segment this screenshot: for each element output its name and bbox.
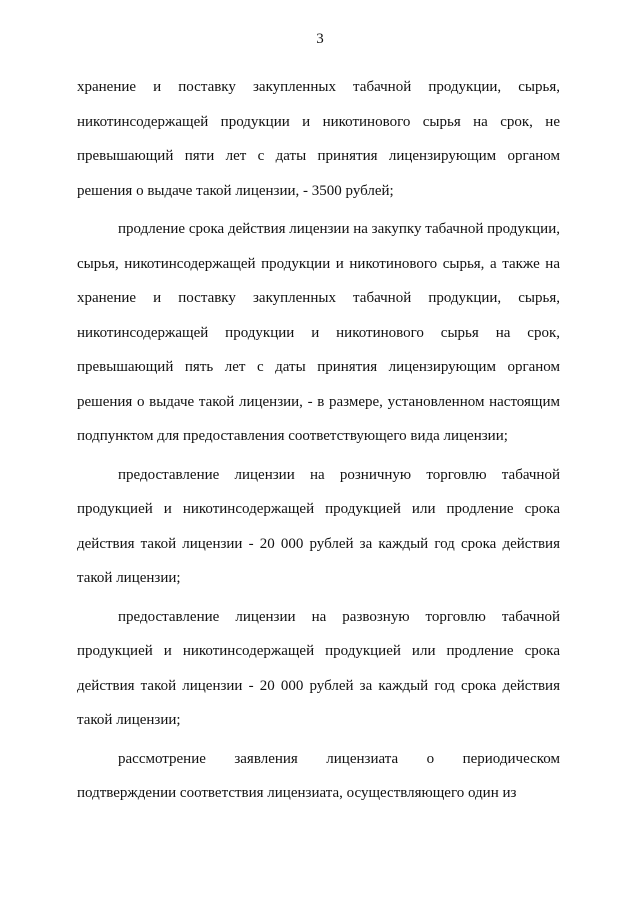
paragraph-storage-supply-fee: хранение и поставку закупленных табачной продукции, сырья, никотинсодержащей продукции и никотинового сырья на срок, не превышающий пяти лет с даты принятия лицензирующим органом решения о выдаче такой лицензии, - 3500 рублей;: [77, 79, 560, 199]
paragraph-license-extension-fee: продление срока действия лицензии на закупку табачной продукции, сырья, никотинсодержащей продукции и никотинового сырья, а также на хранение и поставку закупленных табачной продукции, сырья, никотинсодержащей продукции и никотинового сырья на срок, превышающий пять лет с даты принятия лицензирующим органом решения о выдаче такой лицензии, - в размере, установленном настоящим подпунктом для предоставления соответствующего вида лицензии;: [77, 221, 560, 444]
document-body: [77, 70, 560, 815]
paragraph-retail-license-fee: предоставление лицензии на розничную торговлю табачной продукцией и никотинсодержащей продукцией или продление срока действия такой лицензии - 20 000 рублей за каждый год срока действия такой лицензии;: [77, 466, 560, 586]
paragraph-delivery-trade-license-fee: предоставление лицензии на развозную торговлю табачной продукцией и никотинсодержащей продукцией или продление срока действия такой лицензии - 20 000 рублей за каждый год срока действия такой лицензии;: [77, 608, 560, 728]
page-number: 3: [316, 31, 324, 47]
paragraph-periodic-confirmation: рассмотрение заявления лицензиата о периодическом подтверждении соответствия лицензиата, осуществляющего один из: [77, 750, 560, 801]
